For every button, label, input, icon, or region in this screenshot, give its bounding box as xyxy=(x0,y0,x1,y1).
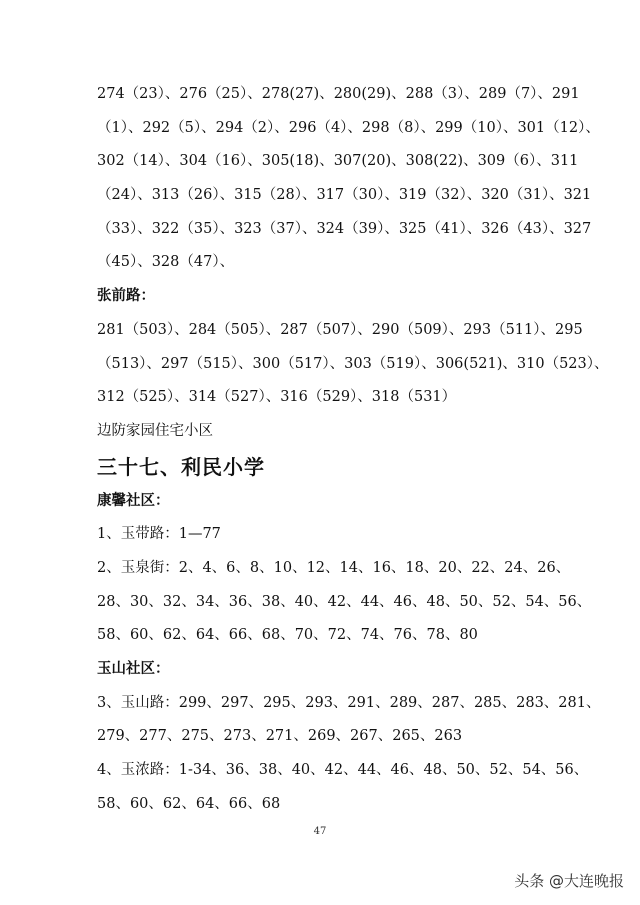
chapter-heading: 三十七、利民小学 xyxy=(97,454,265,479)
text-line: 3、玉山路：299、297、295、293、291、289、287、285、283、281、 xyxy=(97,694,601,711)
section-heading: 康馨社区： xyxy=(97,492,170,509)
text-line: （1）、292（5）、294（2）、296（4）、298（8）、299（10）、301（12）、 xyxy=(97,119,600,136)
section-heading: 玉山社区： xyxy=(97,661,170,677)
text-line: （24）、313（26）、315（28）、317（30）、319（32）、320（31）、321 xyxy=(97,187,592,204)
text-line: 4、玉浓路：1-34、36、38、40、42、44、46、48、50、52、54、56、 xyxy=(97,762,589,779)
page-number: 47 xyxy=(313,826,327,837)
text-line: （45）、328（47）、 xyxy=(97,254,235,271)
text-line: 2、玉泉街：2、4、6、8、10、12、14、16、18、20、22、24、26、 xyxy=(97,559,571,576)
section-heading: 张前路： xyxy=(97,288,155,305)
text-line: 312（525）、314（527）、316（529）、318（531） xyxy=(97,389,457,406)
document-body xyxy=(97,78,609,821)
text-line: 274（23）、276（25）、278(27)、280(29)、288（3）、289（7）、291 xyxy=(97,86,580,102)
text-line: 1、玉带路：1—77 xyxy=(97,526,221,543)
text-line: 281（503）、284（505）、287（507）、290（509）、293（511）、295 xyxy=(97,321,583,338)
watermark-text: 头条 @大连晚报 xyxy=(514,872,624,890)
text-line: 58、60、62、64、66、68、70、72、74、76、78、80 xyxy=(97,627,478,644)
text-line: （33）、322（35）、323（37）、324（39）、325（41）、326（43）、327 xyxy=(97,220,592,237)
text-line: 58、60、62、64、66、68 xyxy=(97,795,281,812)
text-line: 279、277、275、273、271、269、267、265、263 xyxy=(97,728,463,745)
text-line: 28、30、32、34、36、38、40、42、44、46、48、50、52、54、56、 xyxy=(97,593,592,610)
subsection-label: 边防家园住宅小区 xyxy=(97,422,213,439)
text-line: （513）、297（515）、300（517）、303（519）、306(521)、310（523）、 xyxy=(97,355,609,372)
text-line: 302（14）、304（16）、305(18)、307(20)、308(22)、309（6）、311 xyxy=(97,153,579,170)
